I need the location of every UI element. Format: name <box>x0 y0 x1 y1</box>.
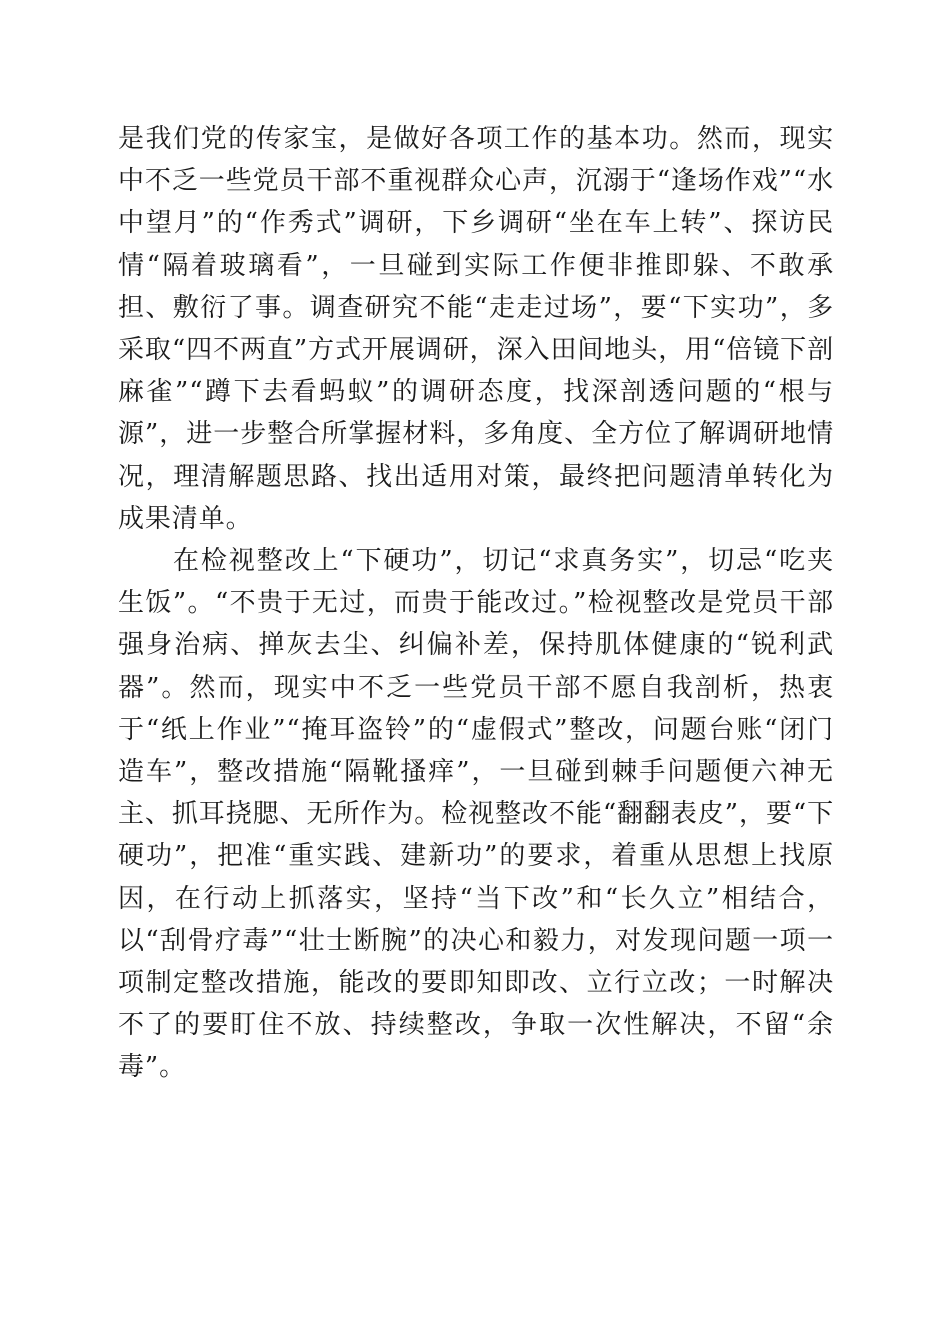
document-body <box>118 118 834 1089</box>
paragraph-continued: 是我们党的传家宝，是做好各项工作的基本功。然而，现实中不乏一些党员干部不重视群众心声，沉溺于“逢场作戏”“水中望月”的“作秀式”调研，下乡调研“坐在车上转”、探访民情“隔着玻璃看”，一旦碰到实际工作便非推即躲、不敢承担、敷衍了事。调查研究不能“走走过场”，要“下实功”，多采取“四不两直”方式开展调研，深入田间地头，用“倍镜下剖麻雀”“蹲下去看蚂蚁”的调研态度，找深剖透问题的“根与源”，进一步整合所掌握材料，多角度、全方位了解调研地情况，理清解题思路、找出适用对策，最终把问题清单转化为成果清单。 <box>118 124 834 534</box>
paragraph-inspection-rectification: 在检视整改上“下硬功”，切记“求真务实”，切忌“吃夹生饭”。“不贵于无过，而贵于能改过。”检视整改是党员干部强身治病、掸灰去尘、纠偏补差，保持肌体健康的“锐利武器”。然而，现实中不乏一些党员干部不愿自我剖析，热衷于“纸上作业”“掩耳盗铃”的“虚假式”整改，问题台账“闭门造车”，整改措施“隔靴搔痒”，一旦碰到棘手问题便六神无主、抓耳挠腮、无所作为。检视整改不能“翻翻表皮”，要“下硬功”，把准“重实践、建新功”的要求，着重从思想上找原因，在行动上抓落实，坚持“当下改”和“长久立”相结合，以“刮骨疗毒”“壮士断腕”的决心和毅力，对发现问题一项一项制定整改措施，能改的要即知即改、立行立改；一时解决不了的要盯住不放、持续整改，争取一次性解决，不留“余毒”。 <box>118 546 834 1083</box>
